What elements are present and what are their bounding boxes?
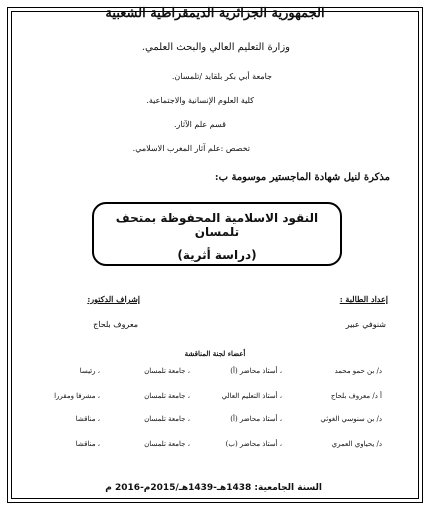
member-institution: ، جامعة تلمسان bbox=[144, 415, 190, 423]
student-label: إعداد الطالبة : bbox=[339, 294, 388, 304]
faculty-line: كلية العلوم الإنسانية والاجتماعية. bbox=[146, 96, 254, 105]
student-name: شنوفي عبير bbox=[345, 320, 386, 329]
member-role: ، رئيسا bbox=[79, 367, 100, 375]
department-line: قسم علم الآثار. bbox=[174, 120, 226, 129]
member-institution: ، جامعة تلمسان bbox=[144, 392, 190, 400]
supervisor-name: معروف بلحاج bbox=[93, 320, 138, 329]
member-institution: ، جامعة تلمسان bbox=[144, 367, 190, 375]
committee-title: أعضاء لجنة المناقشة bbox=[184, 349, 246, 358]
thesis-title-box bbox=[92, 202, 342, 266]
member-name: د/ يحياوي العمري bbox=[331, 440, 382, 448]
member-name: أ د/ معروف بلحاج bbox=[330, 392, 382, 400]
thesis-title: النقود الاسلامية المحفوظة بمتحف تلمسان bbox=[115, 211, 319, 239]
university-line: جامعة أبي بكر بلقايد /تلمسان. bbox=[171, 72, 272, 81]
thesis-subtitle: (دراسة أثرية) bbox=[177, 248, 257, 262]
memo-line: مذكرة لنيل شهادة الماجستير موسومة ب: bbox=[214, 172, 390, 183]
member-name: د/ بن سنوسي الغوثي bbox=[320, 415, 382, 423]
member-rank: ، أستاذ التعليم العالي bbox=[221, 392, 282, 400]
ministry-line: وزارة التعليم العالي والبحث العلمي. bbox=[141, 42, 290, 53]
member-role: ، مناقشا bbox=[75, 440, 100, 448]
republic-title: الجمهورية الجزائرية الديمقراطية الشعبية bbox=[105, 6, 325, 21]
member-rank: ، أستاذ محاضر (أ) bbox=[230, 367, 282, 375]
member-role: ، مشرفا ومقررا bbox=[54, 392, 100, 400]
supervisor-label: إشراف الدكتور: bbox=[87, 294, 140, 304]
member-rank: ، أستاذ محاضر (أ) bbox=[230, 415, 282, 423]
specialty-line: تخصص :علم آثار المغرب الاسلامي. bbox=[132, 144, 250, 153]
member-role: ، مناقشا bbox=[75, 415, 100, 423]
member-institution: ، جامعة تلمسان bbox=[144, 440, 190, 448]
member-name: د/ بن حمو محمد bbox=[334, 367, 382, 375]
member-rank: ، أستاذ محاضر (ب) bbox=[225, 440, 282, 448]
academic-year: السنة الجامعية: 1438هـ-1439هـ/2015م-2016 م bbox=[105, 483, 322, 493]
